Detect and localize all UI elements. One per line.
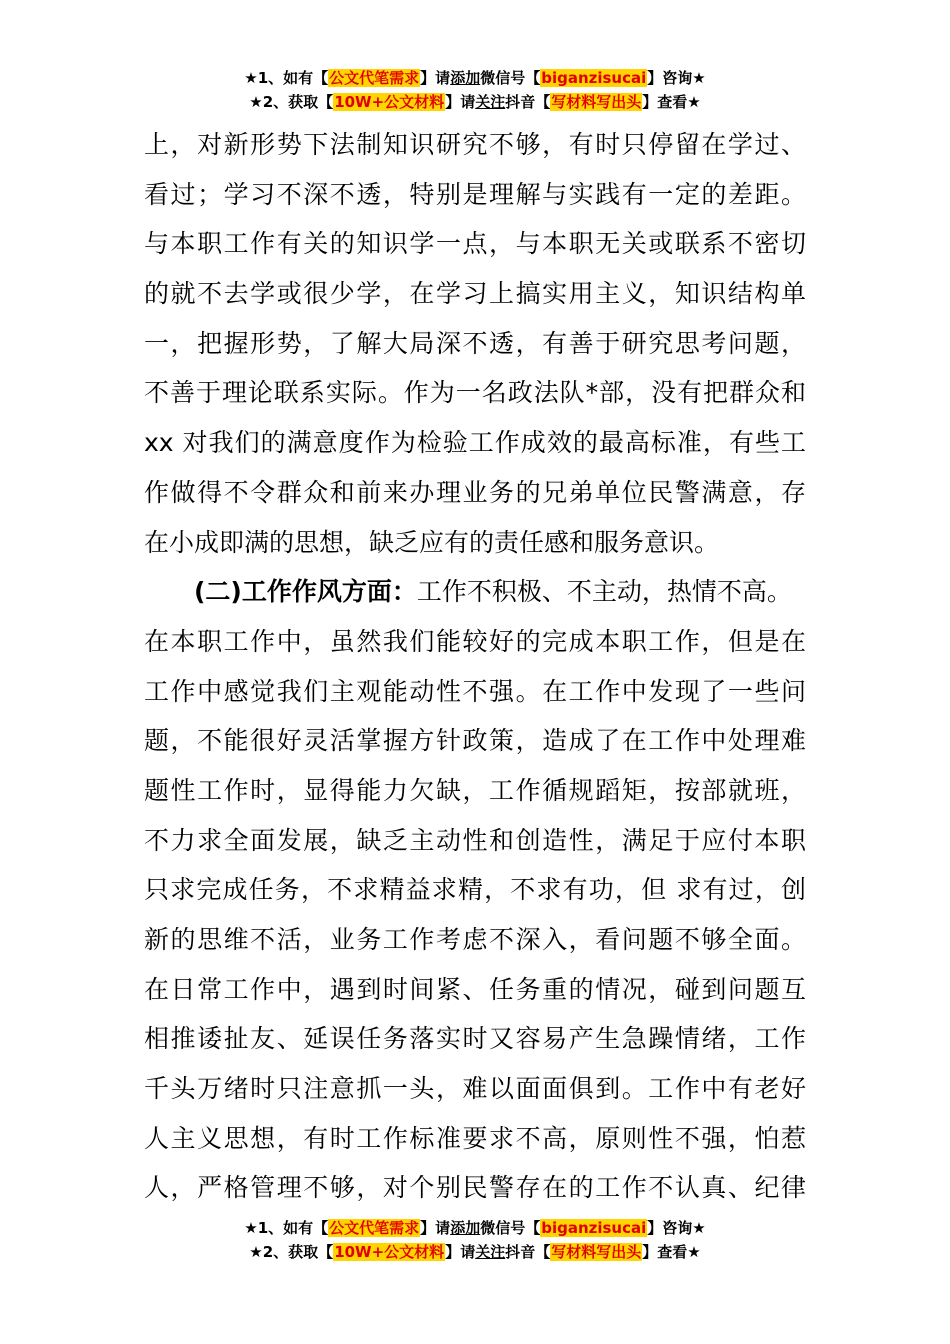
body-line: 相推诿扯友、延误任务落实时又容易产生急躁情绪，工作 [144, 1024, 806, 1054]
banner-text: 】请 [420, 69, 451, 87]
banner-line-2 [0, 1240, 950, 1264]
banner-text: ★2、获取【 [249, 93, 334, 111]
banner-text: 】咨询★ [647, 69, 706, 87]
banner-text: 微信号【 [480, 69, 541, 87]
body-line: 人，严格管理不够，对个别民警存在的工作不认真、纪律 [144, 1173, 806, 1203]
banner-text: 】请 [420, 1219, 451, 1237]
body-line: 不力求全面发展，缺乏主动性和创造性，满足于应付本职 [144, 825, 806, 855]
highlight-service: 公文代笔需求 [329, 1219, 420, 1237]
banner-text: 抖音【 [505, 1243, 551, 1261]
banner-text-underlined: 添加 [450, 1219, 481, 1237]
body-line: 题，不能很好灵活掌握方针政策，造成了在工作中处理难 [144, 726, 806, 756]
section-heading: (二)工作作风方面： [194, 577, 417, 607]
body-line: 看过；学习不深不透，特别是理解与实践有一定的差距。 [144, 179, 806, 209]
body-line: 在日常工作中，遇到时间紧、任务重的情况，碰到问题互 [144, 974, 806, 1004]
body-line: 作做得不令群众和前来办理业务的兄弟单位民警满意，存 [144, 477, 806, 507]
body-line: 工作中感觉我们主观能动性不强。在工作中发现了一些问 [144, 676, 806, 706]
banner-text: 】请 [445, 1243, 476, 1261]
body-line: 的就不去学或很少学，在学习上搞实用主义，知识结构单 [144, 279, 806, 309]
body-line: 上，对新形势下法制知识研究不够，有时只停留在学过、 [144, 130, 806, 159]
banner-line-1 [0, 1216, 950, 1240]
body-line: 只求完成任务，不求精益求精，不求有功，但 求有过，创 [144, 875, 806, 905]
body-line: xx 对我们的满意度作为检验工作成效的最高标准，有些工 [144, 428, 806, 458]
footer-banner [0, 1216, 950, 1264]
banner-text: 】查看★ [642, 1243, 701, 1261]
banner-text: 】请 [445, 93, 476, 111]
body-line: 在本职工作中，虽然我们能较好的完成本职工作，但是在 [144, 626, 806, 656]
banner-line-1 [0, 66, 950, 90]
banner-text-underlined: 关注 [475, 1243, 506, 1261]
highlight-douyin: 写材料写出头 [551, 1243, 642, 1261]
banner-text: ★2、获取【 [249, 1243, 334, 1261]
body-line: 在小成即满的思想，缺乏应有的责任感和服务意识。 [144, 527, 720, 557]
banner-text: 】查看★ [642, 93, 701, 111]
body-line: 千头万绪时只注意抓一头，难以面面俱到。工作中有老好 [144, 1074, 806, 1104]
section-intro: 工作不积极、不主动，热情不高。 [416, 577, 792, 607]
banner-text-underlined: 添加 [450, 69, 481, 87]
highlight-materials: 10W+公文材料 [334, 93, 445, 111]
document-body [144, 120, 806, 1213]
banner-text: 抖音【 [505, 93, 551, 111]
banner-text: 微信号【 [480, 1219, 541, 1237]
banner-text: ★1、如有【 [244, 1219, 329, 1237]
highlight-douyin: 写材料写出头 [551, 93, 642, 111]
body-line: 新的思维不活，业务工作考虑不深入，看问题不够全面。 [144, 925, 806, 954]
banner-line-2 [0, 90, 950, 114]
highlight-wechat-id: biganzisucai [541, 1219, 647, 1237]
header-banner [0, 66, 950, 114]
body-line: 题性工作时，显得能力欠缺，工作循规蹈矩，按部就班， [144, 775, 806, 805]
banner-text: ★1、如有【 [244, 69, 329, 87]
body-line: 不善于理论联系实际。作为一名政法队*部，没有把群众和 [144, 378, 806, 408]
highlight-service: 公文代笔需求 [329, 69, 420, 87]
highlight-materials: 10W+公文材料 [334, 1243, 445, 1261]
banner-text-underlined: 关注 [475, 93, 506, 111]
banner-text: 】咨询★ [647, 1219, 706, 1237]
body-line: 人主义思想，有时工作标准要求不高，原则性不强，怕惹 [144, 1123, 806, 1153]
body-line: 一，把握形势，了解大局深不透，有善于研究思考问题， [144, 328, 806, 358]
section-heading-line [144, 567, 806, 617]
highlight-wechat-id: biganzisucai [541, 69, 647, 87]
body-line: 与本职工作有关的知识学一点，与本职无关或联系不密切 [144, 229, 806, 259]
